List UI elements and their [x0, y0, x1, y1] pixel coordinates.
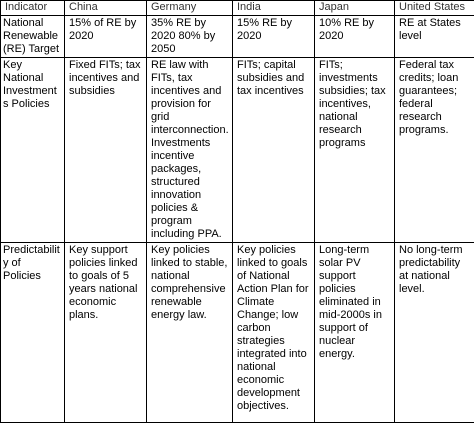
table-row	[1, 58, 474, 243]
cell-china: Key support policies linked to goals of 5 years national economic plans.	[65, 243, 147, 423]
cell-india: FITs; capital subsidies and tax incentives	[233, 58, 315, 243]
cell-india: Key policies linked to goals of National Action Plan for Climate Change; low carbon strategies integrated into national economic development objectives.	[233, 243, 315, 423]
header-india: India	[233, 1, 315, 16]
table-row	[1, 243, 474, 423]
cell-china: 15% of RE by 2020	[65, 16, 147, 58]
cell-india: 15% RE by 2020	[233, 16, 315, 58]
cell-germany: 35% RE by 2020 80% by 2050	[147, 16, 233, 58]
cell-united-states: No long-term predictability at national level.	[395, 243, 474, 423]
cell-japan: 10% RE by 2020	[315, 16, 395, 58]
header-indicator: Indicator	[1, 1, 65, 16]
header-china: China	[65, 1, 147, 16]
cell-japan: FITs; investments subsidies; tax incentives, national research programs	[315, 58, 395, 243]
cell-germany: RE law with FITs, tax incentives and provision for grid interconnection. Investments incentive packages, structured innovation policies & program including PPA.	[147, 58, 233, 243]
cell-united-states: Federal tax credits; loan guarantees; federal research programs.	[395, 58, 474, 243]
row-label-investment-policies: Key National Investments Policies	[1, 58, 65, 243]
cell-japan: Long-term solar PV support policies eliminated in mid-2000s in support of nuclear energy.	[315, 243, 395, 423]
row-label-predictability: Predictability of Policies	[1, 243, 65, 423]
cell-united-states: RE at States level	[395, 16, 474, 58]
header-united-states: United States	[395, 1, 474, 16]
header-japan: Japan	[315, 1, 395, 16]
cell-china: Fixed FITs; tax incentives and subsidies	[65, 58, 147, 243]
header-germany: Germany	[147, 1, 233, 16]
table-row	[1, 16, 474, 58]
cell-germany: Key policies linked to stable, national comprehensive renewable energy law.	[147, 243, 233, 423]
header-row	[1, 1, 474, 16]
row-label-re-target: National Renewable (RE) Target	[1, 16, 65, 58]
